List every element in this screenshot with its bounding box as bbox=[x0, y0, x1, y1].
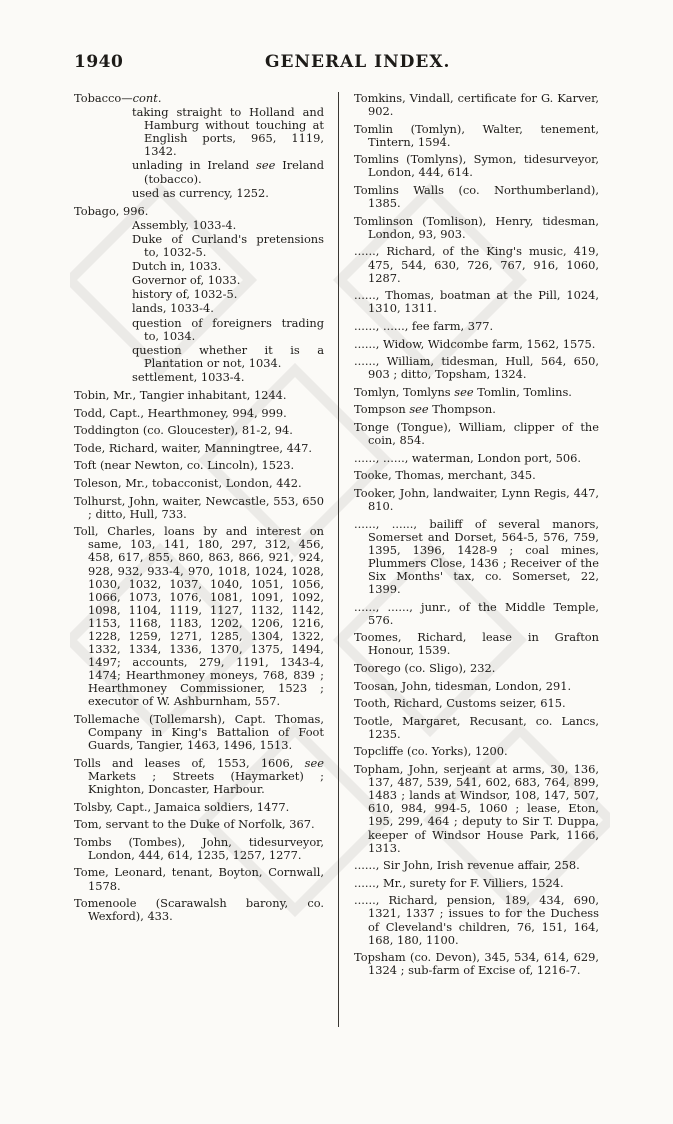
entry-text: Tomlins Walls (co. Northumberland), 1385. bbox=[354, 183, 599, 211]
entry-text: ......, Richard, pension, 189, 434, 690, 1321, 1337 ; issues to for the Duchess of Cleveland's children, 76, 151, 164, 168, 180, 1100. bbox=[354, 893, 599, 947]
column-divider bbox=[338, 92, 339, 1027]
entry-text: lands, 1033-4. bbox=[132, 301, 214, 316]
index-entry bbox=[354, 951, 599, 977]
entry-text: Tollemache (Tollemarsh), Capt. Thomas, Company in King's Battalion of Foot Guards, Tangier, 1463, 1496, 1513. bbox=[74, 712, 324, 753]
index-entry bbox=[354, 153, 599, 179]
index-subentry bbox=[74, 233, 324, 259]
entry-text: used as currency, 1252. bbox=[132, 185, 269, 200]
index-entry bbox=[354, 421, 599, 447]
index-column-right bbox=[354, 92, 599, 982]
index-entry bbox=[354, 894, 599, 946]
entry-text: Tolls and leases of, 1553, 1606, bbox=[74, 755, 305, 770]
index-entry bbox=[354, 859, 599, 872]
index-entry bbox=[354, 289, 599, 315]
entry-text: Tomlyn, Tomlyns bbox=[354, 384, 455, 399]
entry-text: ......, ......, junr., of the Middle Temple, 576. bbox=[354, 599, 599, 627]
index-subentry bbox=[74, 274, 324, 287]
entry-text: Toomes, Richard, lease in Grafton Honour, 1539. bbox=[354, 630, 599, 658]
entry-text: Tomkins, Vindall, certificate for G. Karver, 902. bbox=[354, 91, 599, 119]
entry-text: Assembly, 1033-4. bbox=[132, 217, 237, 232]
entry-text: Tobacco— bbox=[74, 91, 133, 105]
entry-text: Tombs (Tombes), John, tidesurveyor, London, 444, 614, 1235, 1257, 1277. bbox=[74, 834, 324, 862]
index-entry bbox=[354, 92, 599, 118]
entry-text: Tooker, John, landwaiter, Lynn Regis, 447, 810. bbox=[354, 485, 599, 513]
index-entry bbox=[354, 680, 599, 693]
entry-text: settlement, 1033-4. bbox=[132, 369, 245, 384]
entry-text: Todd, Capt., Hearthmoney, 994, 999. bbox=[74, 405, 287, 420]
entry-text: ......, Widow, Widcombe farm, 1562, 1575. bbox=[354, 336, 596, 351]
index-entry bbox=[74, 407, 324, 420]
index-subentry bbox=[74, 260, 324, 273]
index-entry bbox=[74, 205, 324, 218]
index-entry bbox=[74, 442, 324, 455]
entry-text: Toddington (co. Gloucester), 81-2, 94. bbox=[74, 423, 293, 438]
entry-text: unlading in Ireland bbox=[132, 158, 257, 173]
index-entry bbox=[354, 338, 599, 351]
index-entry bbox=[74, 866, 324, 892]
index-entry bbox=[354, 184, 599, 210]
entry-text: Tolhurst, John, waiter, Newcastle, 553, 650 ; ditto, Hull, 733. bbox=[74, 493, 324, 521]
entry-text: Governor of, 1033. bbox=[132, 273, 241, 288]
index-subentry bbox=[74, 288, 324, 301]
index-entry bbox=[74, 818, 324, 831]
entry-text: Toorego (co. Sligo), 232. bbox=[354, 660, 496, 675]
index-subentry bbox=[74, 302, 324, 315]
entry-text: Tomlinson (Tomlison), Henry, tidesman, London, 93, 903. bbox=[354, 213, 599, 241]
entry-text: Tompson bbox=[354, 402, 410, 417]
entry-text: ......, Thomas, boatman at the Pill, 1024, 1310, 1311. bbox=[354, 288, 599, 316]
index-entry bbox=[74, 757, 324, 796]
index-subentry bbox=[74, 344, 324, 370]
entry-text: ......, William, tidesman, Hull, 564, 650, 903 ; ditto, Topsham, 1324. bbox=[354, 354, 599, 382]
index-entry bbox=[354, 487, 599, 513]
entry-text: question of foreigners trading to, 1034. bbox=[132, 315, 324, 343]
entry-text: history of, 1032-5. bbox=[132, 287, 238, 302]
index-subentry bbox=[74, 371, 324, 384]
entry-text: Toll, Charles, loans by and interest on same, 103, 141, 180, 297, 312, 456, 458, 617, 855, 860, 863, 866, 921, 924, 928, 932, 933-4, 970, 1018, 1024, 1028, 1030, 1032, 1037, 1040, 1051, 1056, 1066, 1073, 1076, 1081, 1091, 1092, 1098, 1104, 1119, 1127, 1132, 1142, 1153, 1168, 1183, 1202, 1206, 1216, 1228, 1259, 1271, 1285, 1304, 1322, 1332, 1334, 1336, 1370, 1375, 1494, 1497; accounts, 279, 1191, 1343-4, 1474; Hearthmoney moneys, 768, 839 ; Hearthmoney Commissioner, 1523 ; executor of W. Ashburnham, 557. bbox=[74, 524, 324, 709]
entry-text: Tom, servant to the Duke of Norfolk, 367. bbox=[74, 817, 315, 832]
entry-text: ......, ......, waterman, London port, 506. bbox=[354, 450, 582, 465]
entry-italic: see bbox=[304, 755, 324, 770]
entry-text: ......, ......, bailiff of several manors, Somerset and Dorset, 564-5, 576, 759, 1395, 1396, 1428-9 ; coal mines, Plummers Close, 1436 ; Receiver of the Six Months' tax, co. Somerset, 22, 1399. bbox=[354, 516, 599, 596]
entry-text: Tonge (Tongue), William, clipper of the coin, 854. bbox=[354, 419, 599, 448]
entry-text: Tooth, Richard, Customs seizer, 615. bbox=[354, 696, 566, 711]
entry-text: Topsham (co. Devon), 345, 534, 614, 629, 1324 ; sub-farm of Excise of, 1216-7. bbox=[354, 950, 599, 978]
index-entry bbox=[74, 495, 324, 521]
index-entry bbox=[354, 877, 599, 890]
entry-text-continued: Ireland (tobacco). bbox=[144, 158, 324, 186]
entry-text: Toleson, Mr., tobacconist, London, 442. bbox=[74, 475, 302, 490]
entry-text: question whether it is a Plantation or not, 1034. bbox=[132, 342, 324, 370]
entry-italic: see bbox=[454, 384, 474, 399]
index-subentry bbox=[74, 219, 324, 232]
index-entry bbox=[74, 525, 324, 708]
entry-text: Toosan, John, tidesman, London, 291. bbox=[354, 678, 572, 693]
entry-text: Tomlins (Tomlyns), Symon, tidesurveyor, London, 444, 614. bbox=[354, 152, 599, 180]
entry-italic: cont. bbox=[132, 91, 162, 105]
entry-text: Duke of Curland's pretensions to, 1032-5. bbox=[132, 231, 324, 260]
entry-text: ......, Mr., surety for F. Villiers, 1524. bbox=[354, 875, 564, 890]
index-entry bbox=[354, 215, 599, 241]
entry-text: Tootle, Margaret, Recusant, co. Lancs, 1235. bbox=[354, 713, 599, 741]
index-entry bbox=[354, 452, 599, 465]
index-entry bbox=[354, 518, 599, 597]
index-entry bbox=[74, 424, 324, 437]
entry-italic: see bbox=[256, 158, 276, 173]
index-subentry bbox=[74, 159, 324, 185]
entry-text-continued: Tomlin, Tomlins. bbox=[473, 384, 572, 399]
index-subentry bbox=[74, 317, 324, 343]
entry-text: ......, ......, fee farm, 377. bbox=[354, 318, 494, 333]
entry-text: Tooke, Thomas, merchant, 345. bbox=[354, 468, 536, 483]
entry-italic: see bbox=[409, 402, 429, 417]
entry-text-continued: Markets ; Streets (Haymarket) ; Knighton, Doncaster, Harbour. bbox=[88, 768, 324, 796]
index-entry bbox=[74, 92, 324, 105]
entry-text: ......, Richard, of the King's music, 419, 475, 544, 630, 726, 767, 916, 1060, 1287. bbox=[354, 244, 599, 285]
index-entry bbox=[354, 697, 599, 710]
index-column-left bbox=[74, 92, 324, 928]
index-entry bbox=[74, 897, 324, 923]
entry-text: Tomlin (Tomlyn), Walter, tenement, Tintern, 1594. bbox=[354, 121, 599, 149]
index-entry bbox=[354, 745, 599, 758]
index-entry bbox=[354, 715, 599, 741]
index-entry bbox=[74, 389, 324, 402]
entry-text: taking straight to Holland and Hamburg without touching at English ports, 965, 1119, 1342. bbox=[132, 105, 324, 159]
index-entry bbox=[354, 386, 599, 399]
index-entry bbox=[354, 403, 599, 416]
entry-text: Tobago, 996. bbox=[74, 203, 149, 218]
entry-text: Tolsby, Capt., Jamaica soldiers, 1477. bbox=[74, 799, 290, 814]
index-entry bbox=[74, 801, 324, 814]
entry-text-continued: Thompson. bbox=[428, 402, 496, 417]
entry-text: Tobin, Mr., Tangier inhabitant, 1244. bbox=[74, 387, 287, 402]
index-entry bbox=[74, 477, 324, 490]
entry-text: Tome, Leonard, tenant, Boyton, Cornwall, 1578. bbox=[74, 865, 324, 893]
index-entry bbox=[354, 320, 599, 333]
entry-text: Tomenoole (Scarawalsh barony, co. Wexford), 433. bbox=[74, 896, 324, 924]
entry-text: Topham, John, serjeant at arms, 30, 136, 137, 487, 539, 541, 602, 683, 764, 899, 1483 ; lands at Windsor, 108, 147, 507, 610, 984, 994-5, 1060 ; lease, Eton, 195, 299, 464 ; deputy to Sir T. Duppa, keeper of Windsor House Park, 1166, 1313. bbox=[354, 762, 599, 855]
entry-text: Toft (near Newton, co. Lincoln), 1523. bbox=[74, 458, 295, 473]
entry-text: Topcliffe (co. Yorks), 1200. bbox=[354, 744, 508, 759]
page-number: 1940 bbox=[74, 52, 124, 72]
index-entry bbox=[354, 763, 599, 855]
index-entry bbox=[74, 459, 324, 472]
index-entry bbox=[74, 836, 324, 862]
index-entry bbox=[354, 631, 599, 657]
index-entry bbox=[74, 713, 324, 752]
entry-text: Dutch in, 1033. bbox=[132, 259, 222, 274]
index-entry bbox=[354, 662, 599, 675]
entry-text: Tode, Richard, waiter, Manningtree, 447. bbox=[74, 440, 312, 455]
index-entry bbox=[354, 355, 599, 381]
index-entry bbox=[354, 123, 599, 149]
index-entry bbox=[354, 601, 599, 627]
page-header-title: GENERAL INDEX. bbox=[265, 52, 451, 72]
index-entry bbox=[354, 245, 599, 284]
index-entry bbox=[354, 469, 599, 482]
entry-text: ......, Sir John, Irish revenue affair, 258. bbox=[354, 858, 580, 873]
index-subentry bbox=[74, 106, 324, 158]
index-subentry bbox=[74, 187, 324, 200]
